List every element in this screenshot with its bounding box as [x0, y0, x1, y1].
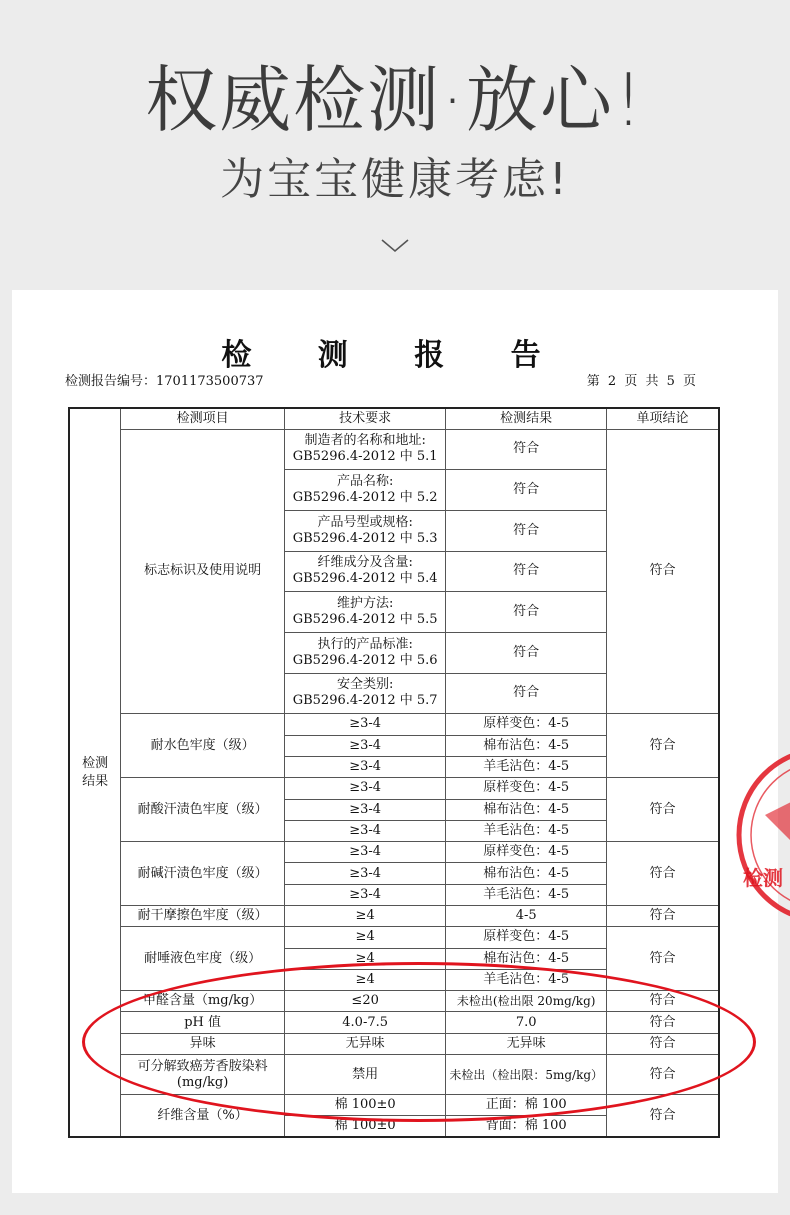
- requirement-cell: ≥3-4: [284, 714, 446, 735]
- item-cell: pH 值: [121, 1012, 285, 1033]
- result-cell: 符合: [446, 592, 607, 633]
- conclusion-cell: 符合: [606, 714, 719, 778]
- conclusion-cell: 符合: [606, 1055, 719, 1095]
- requirement-cell: 4.0-7.5: [284, 1012, 446, 1033]
- official-stamp: [735, 745, 790, 925]
- report-title: 检 测 报 告: [221, 338, 569, 373]
- col-header-result: 检测结果: [446, 408, 607, 429]
- table-row: [69, 927, 719, 948]
- conclusion-cell: 符合: [606, 1095, 719, 1138]
- item-cell: 耐酸汗渍色牢度（级）: [121, 778, 285, 842]
- report-table: [68, 407, 720, 1138]
- conclusion-cell: 符合: [606, 842, 719, 906]
- result-cell: 羊毛沾色：4-5: [446, 756, 607, 777]
- result-cell: 羊毛沾色：4-5: [446, 884, 607, 905]
- result-cell: 符合: [446, 429, 607, 470]
- result-cell: 符合: [446, 470, 607, 511]
- result-cell: 原样变色：4-5: [446, 927, 607, 948]
- table-row: [69, 905, 719, 926]
- result-cell: 羊毛沾色：4-5: [446, 969, 607, 990]
- conclusion-cell: 符合: [606, 1033, 719, 1054]
- result-cell: 正面：棉 100: [446, 1095, 607, 1116]
- table-row: [69, 842, 719, 863]
- conclusion-cell: 符合: [606, 429, 719, 714]
- requirement-cell: 棉 100±0: [284, 1116, 446, 1137]
- svg-text:检测: 检测: [743, 866, 783, 890]
- table-row: [69, 1055, 719, 1095]
- requirement-cell: ≥3-4: [284, 820, 446, 841]
- result-cell: 原样变色：4-5: [446, 778, 607, 799]
- result-cell: 符合: [446, 673, 607, 714]
- item-cell: 纤维含量（%）: [121, 1095, 285, 1138]
- item-cell: 异味: [121, 1033, 285, 1054]
- requirement-cell: ≥3-4: [284, 799, 446, 820]
- page-info: 第 2 页 共 5 页: [586, 374, 698, 389]
- requirement-cell: 产品号型或规格: GB5296.4-2012 中 5.3: [284, 510, 446, 551]
- table-row: [69, 429, 719, 470]
- side-label: 检测 结果: [69, 408, 121, 1137]
- requirement-cell: ≤20: [284, 991, 446, 1012]
- col-header-item: 检测项目: [121, 408, 285, 429]
- conclusion-cell: 符合: [606, 927, 719, 991]
- requirement-cell: 制造者的名称和地址: GB5296.4-2012 中 5.1: [284, 429, 446, 470]
- item-cell: 耐水色牢度（级）: [121, 714, 285, 778]
- requirement-cell: 产品名称: GB5296.4-2012 中 5.2: [284, 470, 446, 511]
- headline: 权威检测·放心!: [145, 58, 645, 142]
- table-row: [69, 714, 719, 735]
- requirement-cell: 禁用: [284, 1055, 446, 1095]
- conclusion-cell: 符合: [606, 1012, 719, 1033]
- result-cell: 未检出(检出限 20mg/kg): [446, 991, 607, 1012]
- requirement-cell: 执行的产品标准: GB5296.4-2012 中 5.6: [284, 632, 446, 673]
- result-cell: 符合: [446, 632, 607, 673]
- subheadline: 为宝宝健康考虑!: [220, 154, 570, 205]
- requirement-cell: 无异味: [284, 1033, 446, 1054]
- result-cell: 符合: [446, 510, 607, 551]
- requirement-cell: 纤维成分及含量: GB5296.4-2012 中 5.4: [284, 551, 446, 592]
- result-cell: 无异味: [446, 1033, 607, 1054]
- result-cell: 棉布沾色：4-5: [446, 863, 607, 884]
- requirement-cell: 棉 100±0: [284, 1095, 446, 1116]
- conclusion-cell: 符合: [606, 905, 719, 926]
- requirement-cell: ≥3-4: [284, 863, 446, 884]
- col-header-conclusion: 单项结论: [606, 408, 719, 429]
- item-cell: 标志标识及使用说明: [121, 429, 285, 714]
- result-cell: 原样变色：4-5: [446, 714, 607, 735]
- requirement-cell: ≥3-4: [284, 884, 446, 905]
- requirement-cell: ≥4: [284, 927, 446, 948]
- requirement-cell: ≥4: [284, 948, 446, 969]
- requirement-cell: ≥4: [284, 905, 446, 926]
- item-cell: 可分解致癌芳香胺染料 (mg/kg): [121, 1055, 285, 1095]
- report-number: 检测报告编号：1701173500737: [65, 374, 264, 389]
- requirement-cell: 安全类别: GB5296.4-2012 中 5.7: [284, 673, 446, 714]
- promo-header: [0, 0, 790, 290]
- table-row: [69, 778, 719, 799]
- table-row: [69, 1012, 719, 1033]
- result-cell: 棉布沾色：4-5: [446, 735, 607, 756]
- conclusion-cell: 符合: [606, 991, 719, 1012]
- result-cell: 羊毛沾色：4-5: [446, 820, 607, 841]
- result-cell: 符合: [446, 551, 607, 592]
- requirement-cell: ≥3-4: [284, 842, 446, 863]
- requirement-cell: ≥3-4: [284, 756, 446, 777]
- chevron-down-icon: [381, 238, 409, 254]
- result-cell: 4-5: [446, 905, 607, 926]
- result-cell: 7.0: [446, 1012, 607, 1033]
- requirement-cell: ≥4: [284, 969, 446, 990]
- requirement-cell: 维护方法: GB5296.4-2012 中 5.5: [284, 592, 446, 633]
- result-cell: 棉布沾色：4-5: [446, 799, 607, 820]
- table-header-row: [69, 408, 719, 429]
- table-row: [69, 1033, 719, 1054]
- result-cell: 未检出（检出限：5mg/kg）: [446, 1055, 607, 1095]
- item-cell: 耐唾液色牢度（级）: [121, 927, 285, 991]
- table-row: [69, 991, 719, 1012]
- result-cell: 棉布沾色：4-5: [446, 948, 607, 969]
- requirement-cell: ≥3-4: [284, 778, 446, 799]
- conclusion-cell: 符合: [606, 778, 719, 842]
- item-cell: 甲醛含量（mg/kg）: [121, 991, 285, 1012]
- requirement-cell: ≥3-4: [284, 735, 446, 756]
- item-cell: 耐干摩擦色牢度（级）: [121, 905, 285, 926]
- item-cell: 耐碱汗渍色牢度（级）: [121, 842, 285, 906]
- result-cell: 原样变色：4-5: [446, 842, 607, 863]
- result-cell: 背面：棉 100: [446, 1116, 607, 1137]
- col-header-requirement: 技术要求: [284, 408, 446, 429]
- table-row: [69, 1095, 719, 1116]
